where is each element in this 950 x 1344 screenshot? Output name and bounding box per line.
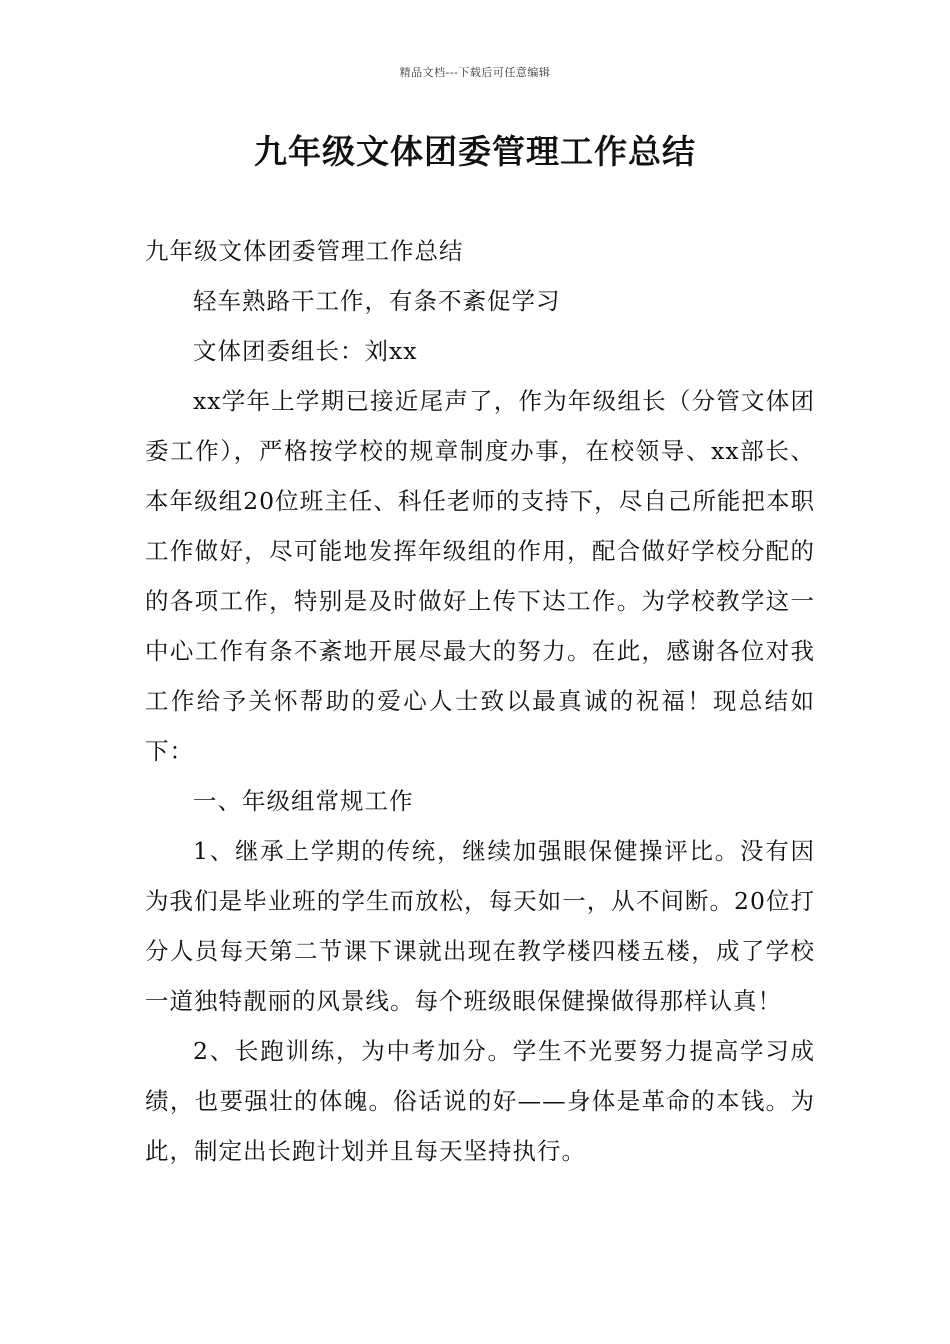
section-heading: 一、年级组常规工作 [193, 787, 414, 815]
paragraph-author: 文体团委组长：刘xx [193, 337, 418, 365]
paragraph-subtitle: 九年级文体团委管理工作总结 [145, 237, 464, 265]
paragraph-slogan: 轻车熟路干工作，有条不紊促学习 [193, 287, 561, 315]
paragraph-item-2: 2、长跑训练，为中考加分。学生不光要努力提高学习成绩，也要强壮的体魄。俗话说的好——身体是革命的本钱。为此，制定出长跑计划并且每天坚持执行。 [145, 1037, 815, 1165]
header-note: 精品文档---下载后可任意编辑 [399, 66, 551, 79]
paragraph-item-1: 1、继承上学期的传统，继续加强眼保健操评比。没有因为我们是毕业班的学生而放松，每天如一，从不间断。20位打分人员每天第二节课下课就出现在教学楼四楼五楼，成了学校一道独特靓丽的风景线。每个班级眼保健操做得那样认真！ [145, 837, 815, 1015]
paragraph-intro: xx学年上学期已接近尾声了，作为年级组长（分管文体团委工作），严格按学校的规章制度办事，在校领导、xx部长、本年级组20位班主任、科任老师的支持下，尽自己所能把本职工作做好，尽可能地发挥年级组的作用，配合做好学校分配的的各项工作，特别是及时做好上传下达工作。为学校教学这一中心工作有条不紊地开展尽最大的努力。在此，感谢各位对我工作给予关怀帮助的爱心人士致以最真诚的祝福！现总结如下： [145, 387, 815, 765]
document-title: 九年级文体团委管理工作总结 [254, 132, 696, 171]
document-body [145, 226, 815, 1176]
